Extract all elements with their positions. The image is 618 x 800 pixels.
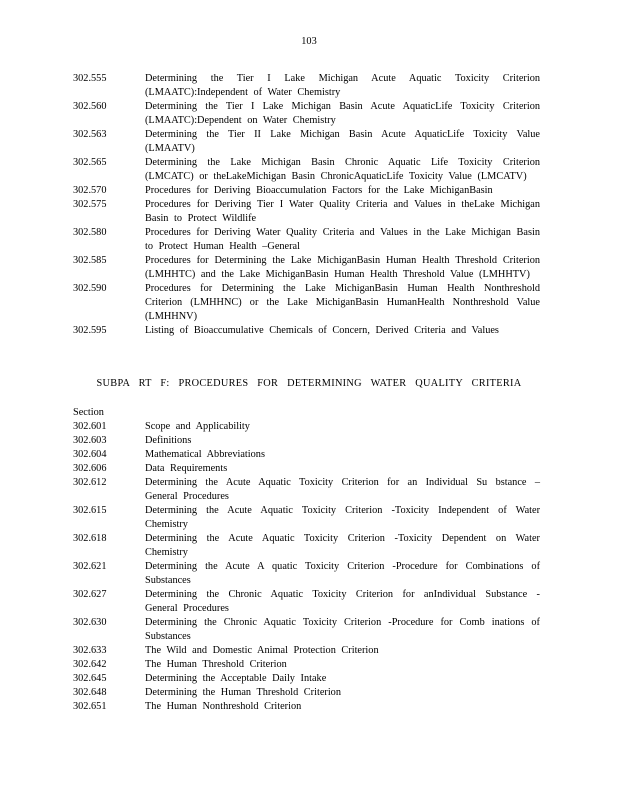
toc-entry [73,504,543,532]
toc-entry [73,616,543,644]
section-number: 302.645 [73,673,107,684]
section-number: 302.648 [73,687,107,698]
section-number: 302.560 [73,101,107,112]
section-title: The Wild and Domestic Animal Protection Criterion [145,645,379,656]
section-number: 302.590 [73,283,107,294]
page-number: 103 [301,36,317,47]
section-title: Determining the Acute Aquatic Toxicity Criterion -Toxicity Independent of Water Chemistry [145,505,540,530]
section-number: 302.555 [73,73,107,84]
section-title: Determining the Tier II Lake Michigan Basin Acute AquaticLife Toxicity Value (LMAATV) [145,129,540,154]
section-number: 302.570 [73,185,107,196]
section-number: 302.627 [73,589,107,600]
section-number: 302.604 [73,449,107,460]
section-title: Determining the Acceptable Daily Intake [145,673,327,684]
section-title: Procedures for Deriving Water Quality Criteria and Values in the Lake Michigan Basin to Protect Human Health –General [145,227,540,252]
section-number: 302.642 [73,659,107,670]
section-title: Determining the Lake Michigan Basin Chronic Aquatic Life Toxicity Criterion (LMCATC) or theLakeMichigan Basin ChronicAquaticLife Toxicity Value (LMCATV) [145,157,540,182]
section-title: Determining the Acute A quatic Toxicity Criterion -Procedure for Combinations of Substances [145,561,540,586]
toc-entry [73,184,543,198]
toc-entry [73,434,543,448]
toc-entry [73,686,543,700]
section-title: The Human Nonthreshold Criterion [145,701,302,712]
section-number: 302.585 [73,255,107,266]
section-number: 302.595 [73,325,107,336]
section-title: Scope and Applicability [145,421,250,432]
section-number: 302.580 [73,227,107,238]
section-label: Section [73,407,104,418]
section-number: 302.612 [73,477,107,488]
toc-entry [73,100,543,128]
section-number: 302.563 [73,129,107,140]
section-title: Determining the Acute Aquatic Toxicity Criterion for an Individual Su bstance – General Procedures [145,477,540,502]
toc-entry [73,588,543,616]
section-title: Determining the Tier I Lake Michigan Acute Aquatic Toxicity Criterion (LMAATC):Independent of Water Chemistry [145,73,540,98]
section-title: Determining the Tier I Lake Michigan Basin Acute AquaticLife Toxicity Criterion (LMAATC):Dependent on Water Chemistry [145,101,540,126]
toc-entry [73,644,543,658]
toc-entry [73,700,543,714]
section-number: 302.601 [73,421,107,432]
toc-entry [73,672,543,686]
section-title: Listing of Bioaccumulative Chemicals of Concern, Derived Criteria and Values [145,325,499,336]
toc-entry [73,532,543,560]
section-title: The Human Threshold Criterion [145,659,287,670]
section-title: Definitions [145,435,192,446]
section-number: 302.603 [73,435,107,446]
subpart-f-heading: SUBPA RT F: PROCEDURES FOR DETERMINING WATER QUALITY CRITERIA [96,378,522,389]
section-number: 302.565 [73,157,107,168]
section-title: Procedures for Determining the Lake MichiganBasin Human Health Nonthreshold Criterion (LMHHNC) or the Lake MichiganBasin HumanHealth Nonthreshold Value (LMHHNV) [145,283,540,322]
section-title: Data Requirements [145,463,228,474]
section-title: Procedures for Deriving Tier I Water Quality Criteria and Values in theLake Michigan Basin to Protect Wildlife [145,199,540,224]
section-title: Determining the Chronic Aquatic Toxicity Criterion for anIndividual Substance - General Procedures [145,589,540,614]
toc-entry [73,72,543,100]
toc-entry [73,226,543,254]
section-number: 302.615 [73,505,107,516]
section-number: 302.651 [73,701,107,712]
section-number: 302.606 [73,463,107,474]
section-title: Determining the Chronic Aquatic Toxicity Criterion -Procedure for Comb inations of Substances [145,617,540,642]
toc-entry [73,462,543,476]
section-title: Determining the Human Threshold Criterion [145,687,341,698]
toc-entry [73,420,543,434]
section-title: Procedures for Deriving Bioaccumulation Factors for the Lake MichiganBasin [145,185,493,196]
section-title: Mathematical Abbreviations [145,449,265,460]
toc-entry [73,560,543,588]
section-number: 302.633 [73,645,107,656]
toc-entry [73,198,543,226]
section-number: 302.618 [73,533,107,544]
section-number: 302.630 [73,617,107,628]
toc-entry [73,658,543,672]
toc-entry [73,448,543,462]
section-title: Determining the Acute Aquatic Toxicity Criterion -Toxicity Dependent on Water Chemistry [145,533,540,558]
toc-entry [73,282,543,324]
toc-entry [73,254,543,282]
toc-entry [73,128,543,156]
toc-entry [73,324,543,338]
part-e-contents [73,72,543,338]
part-f-list [73,420,543,714]
section-number: 302.621 [73,561,107,572]
section-title: Procedures for Determining the Lake MichiganBasin Human Health Threshold Criterion (LMHHTC) and the Lake MichiganBasin Human Health Threshold Value (LMHHTV) [145,255,540,280]
part-f-contents [73,406,543,714]
toc-entry [73,156,543,184]
toc-entry [73,476,543,504]
section-number: 302.575 [73,199,107,210]
